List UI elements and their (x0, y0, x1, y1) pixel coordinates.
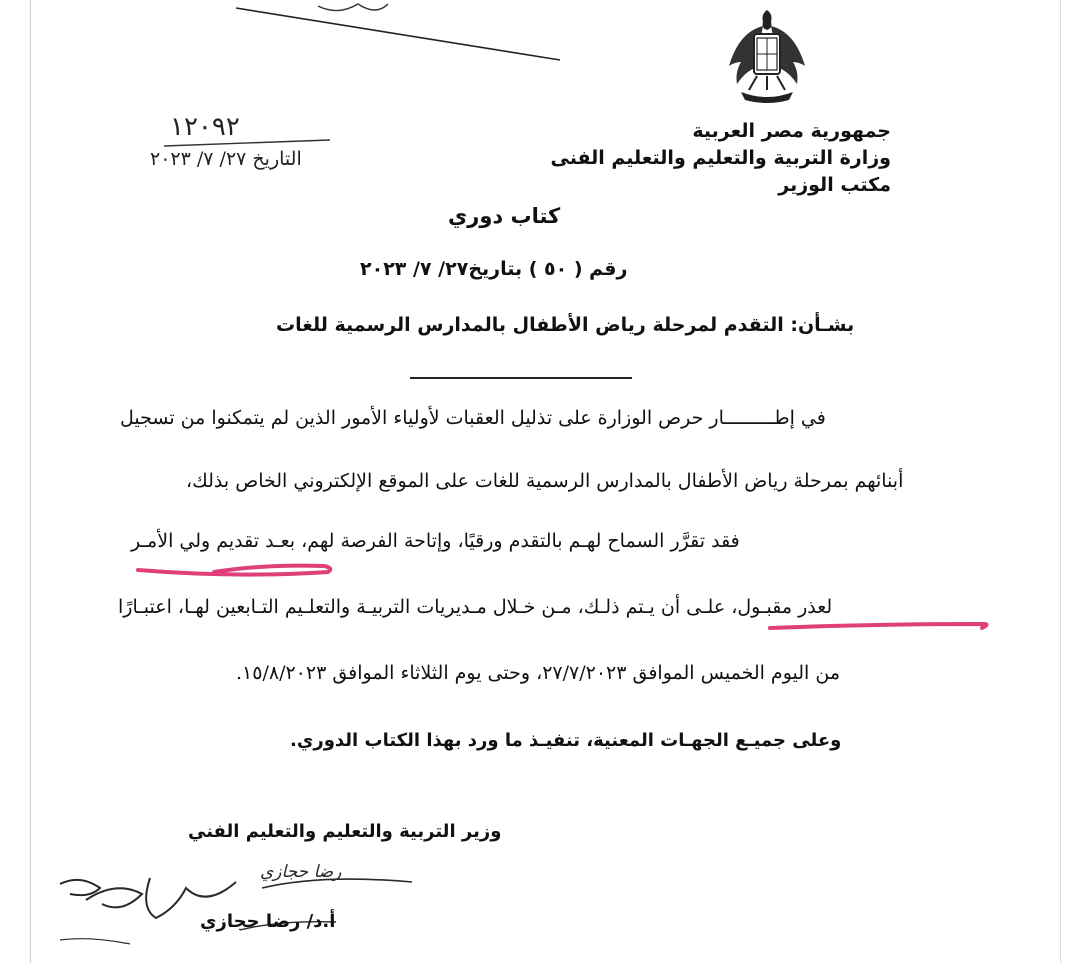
reference-date: التاريخ ٢٧/ ٧/ ٢٠٢٣ (150, 148, 302, 170)
letterhead-country: جمهورية مصر العربية (692, 120, 891, 142)
body-paragraph-3: فقد تقرَّر السماح لهـم بالتقدم ورقيًا، وإتاحة الفرصة لهم، بعـد تقديم ولي الأمـر (131, 530, 740, 552)
closing-line: وعلى جميـع الجهـات المعنية، تنفيـذ ما ورد بهذا الكتاب الدوري. (290, 730, 842, 751)
document-subject: بشـأن: التقدم لمرحلة رياض الأطفال بالمدارس الرسمية للغات (276, 314, 855, 336)
body-paragraph-1: في إطـــــــــار حرص الوزارة على تذليل العقبات لأولياء الأمور الذين لم يتمكنوا من تسجيل (120, 407, 826, 429)
document-number-line: رقم ( ٥٠ ) بتاريخ٢٧/ ٧/ ٢٠٢٣ (360, 258, 628, 280)
letterhead-office: مكتب الوزير (778, 174, 891, 196)
handwritten-name: رضا حجازي (260, 862, 342, 882)
signatory-title: وزير التربية والتعليم والتعليم الفني (188, 821, 502, 842)
body-paragraph-2: أبنائهم بمرحلة رياض الأطفال بالمدارس الرسمية للغات على الموقع الإلكتروني الخاص بذلك، (186, 470, 904, 492)
body-paragraph-5: من اليوم الخميس الموافق ٢٧/٧/٢٠٢٣، وحتى يوم الثلاثاء الموافق ١٥/٨/٢٠٢٣. (236, 662, 840, 684)
signatory-name: أ.د/ رضا حجازي (200, 911, 336, 932)
document-title: كتاب دوري (448, 204, 561, 228)
body-paragraph-4: لعذر مقبـول، علـى أن يـتم ذلـك، مـن خـلال مـديريات التربيـة والتعلـيم التـابعين لهـا، اعتبـارًا (118, 596, 833, 618)
reference-number: ١٢٠٩٢ (170, 112, 240, 142)
letterhead-ministry: وزارة التربية والتعليم والتعليم الفنى (550, 147, 891, 169)
